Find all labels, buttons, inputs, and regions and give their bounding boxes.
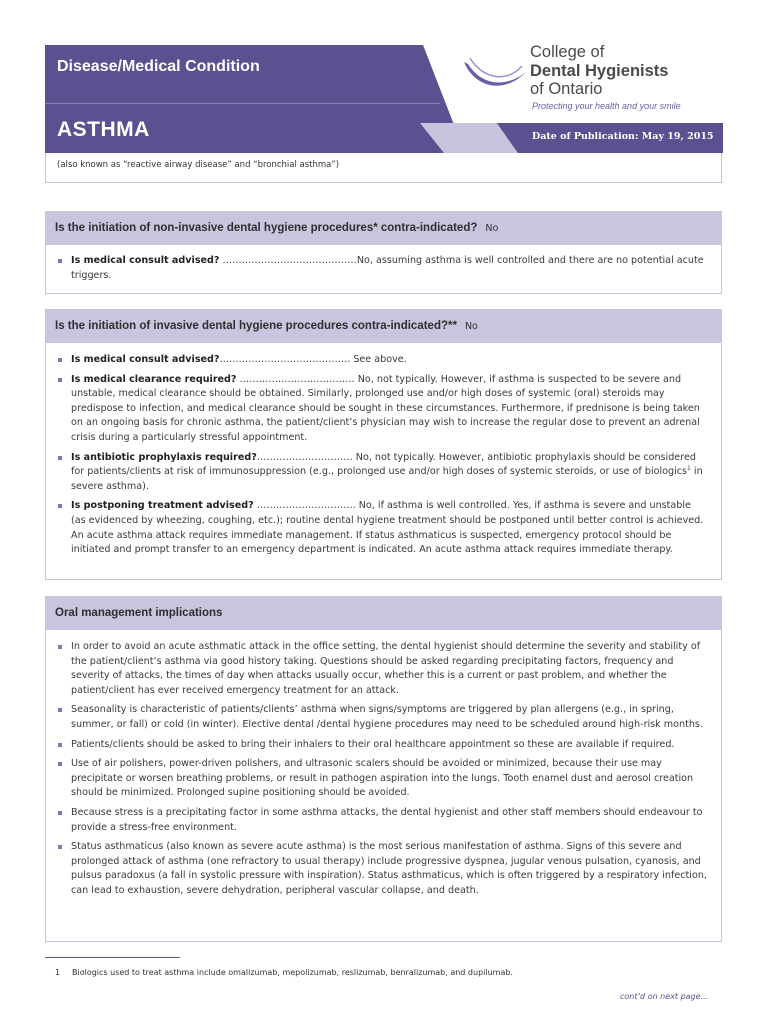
footnote-number: 1 [55, 968, 61, 977]
item-text: Use of air polishers, power-driven polishers, and ultrasonic scalers should be avoided or minimized, because their use may precipitate or worsen breathing problems, or result in pathogen aspiration into the lungs. Tooth enamel dust and aerosol creation should be minimized. Prolonged supine positioning should be avoided. [71, 758, 694, 799]
list-item [46, 738, 721, 753]
item-label: Is medical consult advised? [71, 354, 220, 365]
item-text: Seasonality is characteristic of patients/clients’ asthma when signs/symptoms are triggered by plan allergens (e.g., in spring, summer, or fall) or cold (in winter). Elective dental /dental hygiene procedures may need to be scheduled around high-risk months. [71, 704, 703, 730]
list-item [46, 703, 721, 732]
item-label: Is antibiotic prophylaxis required? [71, 451, 257, 463]
list-item [46, 757, 721, 801]
item-text: Because stress is a precipitating factor in some asthma attacks, the dental hygienist and other staff members should endeavour to provide a stress-free environment. [71, 806, 703, 833]
footnote-text: Biologics used to treat asthma include omalizumab, mepolizumab, reslizumab, benralizumab, and dupilumab. [72, 968, 513, 977]
list-item [46, 840, 721, 898]
list-item [46, 353, 721, 368]
publication-date: Date of Publication: May 19, 2015 [532, 131, 714, 142]
college-logo-icon [462, 52, 530, 96]
list-item [46, 254, 721, 283]
section-oral-management-body [45, 630, 722, 942]
bullet-icon [58, 358, 62, 362]
bullet-icon [58, 456, 62, 460]
item-text: ……………………………… No, not typically. However, if asthma is suspected to be severe and unstable, medical clearance should be obtained. Similarly, prolonged use and/or high doses of systemic (oral) steroids may predispose to infection, and medical clearance should be sought in these circumstances. Furthermore, if prednisone is being taken on an ongoing basis for chronic asthma, the patient/client’s physician may wish to increase the regular dose to prevent an adrenal crisis during a particularly stressful appointment. [71, 373, 700, 443]
bullet-icon [58, 743, 62, 747]
list-item [46, 640, 721, 698]
item-text: …………………………. No, if asthma is well controlled. Yes, if asthma is severe and unstable (as evidenced by wheezing, coughing, etc.); routine dental hygiene treatment should be postponed until better control is achieved. An acute asthma attack requires immediate management. If status asthmaticus is suspected, emergency protocol should be initiated and prompt transfer to an emergency department is indicated. An acute asthma attack requires immediate therapy. [71, 500, 704, 556]
item-text-after: in severe asthma). [71, 466, 703, 492]
section-question: Is the initiation of invasive dental hygiene procedures contra-indicated?** [55, 320, 457, 332]
section-answer: No [485, 222, 499, 234]
bullet-icon [58, 259, 62, 263]
section-non-invasive-header [45, 211, 722, 245]
list-item [46, 373, 721, 446]
section-heading: Oral management implications [55, 607, 223, 619]
item-text: ………………………… No, not typically. However, antibiotic prophylaxis should be considered for patients/clients at risk of immunosuppression (e.g., prolonged use and/or high doses of systemic steroids, or use of biologics [71, 451, 696, 478]
section-oral-management-header [45, 596, 722, 630]
bullet-icon [58, 708, 62, 712]
bullet-icon [58, 504, 62, 508]
list-item [46, 451, 721, 495]
section-invasive-header [45, 309, 722, 343]
item-text: ……………………………………No, assuming asthma is well controlled and there are no potential acute triggers. [71, 255, 704, 281]
section-question: Is the initiation of non-invasive dental hygiene procedures* contra-indicated? [55, 222, 478, 234]
item-label: Is medical consult advised? [71, 255, 220, 266]
section-invasive-body [45, 343, 722, 580]
item-label: Is postponing treatment advised? [71, 500, 254, 512]
bullet-icon [58, 645, 62, 649]
item-text: Patients/clients should be asked to bring their inhalers to their oral healthcare appointment so these are available if required. [71, 738, 675, 750]
section-answer: No [464, 320, 478, 332]
footnote-ref: 1 [687, 464, 691, 472]
item-text: Status asthmaticus (also known as severe acute asthma) is the most serious manifestation of asthma. Signs of this severe and prolonged attack of asthma (one refractory to usual therapy) include progressive dyspnea, jugular venous pulsation, cyanosis, and pulsus paradoxus (a fall in systolic pressure with inspiration). Status asthmaticus, which is often triggered by a respiratory infection, can lead to exhaustion, severe dehydration, peripheral vascular collapse, and death. [71, 841, 707, 896]
list-item [46, 499, 721, 557]
logo-tagline: Protecting your health and your smile [532, 101, 681, 111]
continued-note: cont’d on next page… [620, 992, 709, 1001]
item-label: Is medical clearance required? [71, 373, 237, 385]
bullet-icon [58, 762, 62, 766]
logo-line-1: College of [530, 43, 605, 61]
logo-line-3: of Ontario [530, 80, 603, 98]
bullet-icon [58, 811, 62, 815]
logo-line-2: Dental Hygienists [530, 62, 669, 80]
item-text: In order to avoid an acute asthmatic attack in the office setting, the dental hygienist should determine the severity and stability of the patient/client’s asthma via good history taking. Questions should be asked regarding precipitating factors, frequency and severity of attacks, the times of day when attacks usually occur, whether this is a current or past problem, and whether the patient/client has ever received emergency treatment for an attack. [71, 641, 701, 696]
bullet-icon [58, 378, 62, 382]
header-divider [45, 103, 440, 104]
footnote-divider [45, 957, 180, 958]
section-non-invasive-body [45, 245, 722, 294]
page-title: ASTHMA [57, 118, 150, 141]
aka-text: (also known as “reactive airway disease” and “bronchial asthma”) [57, 160, 340, 170]
bullet-icon [58, 845, 62, 849]
item-text: ………………………………….. See above. [219, 354, 407, 365]
category-label: Disease/Medical Condition [57, 58, 260, 75]
list-item [46, 806, 721, 835]
